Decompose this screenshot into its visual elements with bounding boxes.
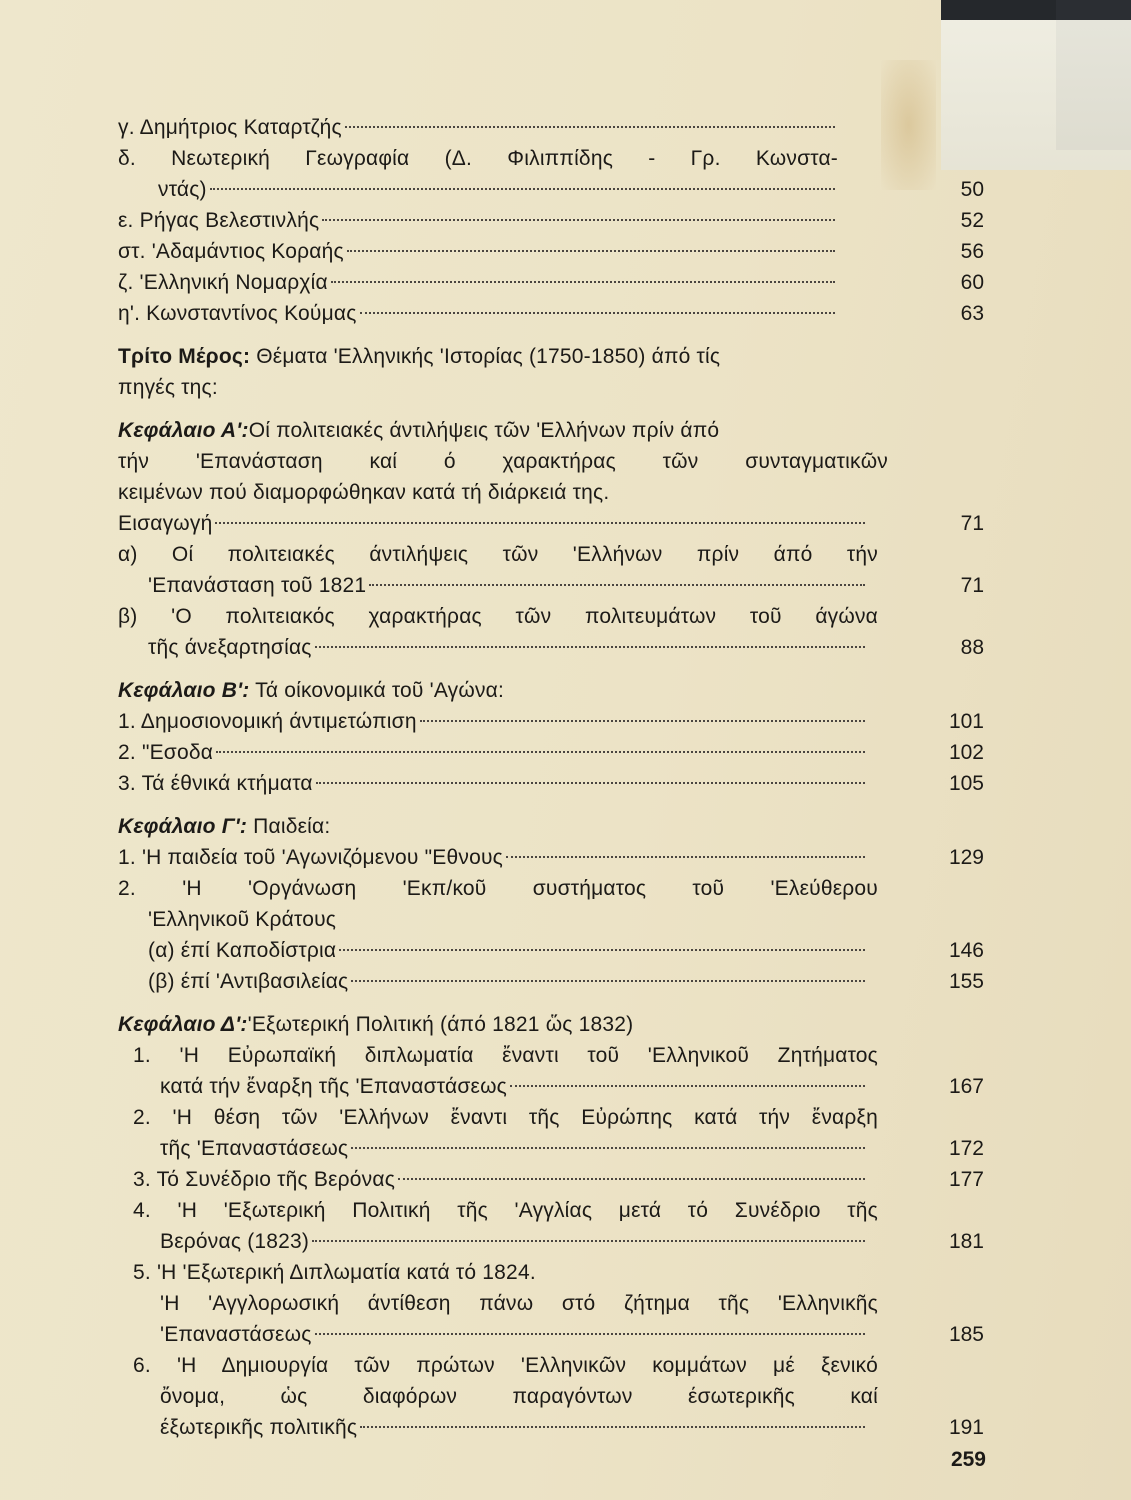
- toc-entry: ε. Ρήγας Βελεστινλής: [118, 206, 838, 236]
- toc-entry: 1. 'Η Εὐρωπαϊκή διπλωματία ἔναντι τοῦ 'Ελληνικοῦ Ζητήματος: [133, 1044, 878, 1067]
- page-number: 60: [960, 271, 984, 294]
- toc-entry: 3. Τά έθνικά κτήματα: [118, 769, 868, 799]
- toc-entry: 2. "Εσοδα: [118, 738, 868, 768]
- page-number: 63: [960, 302, 984, 325]
- toc-entry: (α) έπί Καποδίστρια: [148, 936, 868, 966]
- paper-stain: [881, 60, 936, 190]
- toc-entry: Βερόνας (1823): [160, 1227, 868, 1257]
- chapter-heading: Κεφάλαιο Δ':'Εξωτερική Πολιτική (άπό 1821 ὥς 1832): [118, 1013, 634, 1036]
- toc-entry: στ. 'Αδαμάντιος Κοραής: [118, 237, 838, 267]
- toc-entry: 2. 'Η θέση τῶν 'Ελλήνων ἔναντι τῆς Εὐρώπης κατά τήν ἔναρξη: [133, 1106, 878, 1129]
- page-number: 71: [960, 512, 984, 535]
- chapter-heading-cont: κειμένων πού διαμορφώθηκαν κατά τή διάρκειά της.: [118, 481, 610, 504]
- toc-entry: 'Ελληνικοῦ Κράτους: [148, 908, 337, 931]
- chapter-heading: Κεφάλαιο Γ': Παιδεία:: [118, 815, 331, 838]
- page-number: 105: [948, 772, 984, 795]
- page-number: 101: [948, 710, 984, 733]
- chapter-heading-cont: τήν 'Επανάσταση καί ό χαρακτήρας τῶν συνταγματικῶν: [118, 450, 888, 473]
- page-number: 52: [960, 209, 984, 232]
- toc-entry: 4. 'Η 'Εξωτερική Πολιτική τῆς 'Αγγλίας μετά τό Συνέδριο τῆς: [133, 1199, 878, 1222]
- toc-entry: κατά τήν ἔναρξη τῆς 'Επαναστάσεως: [160, 1072, 868, 1102]
- page-number: 56: [960, 240, 984, 263]
- toc-entry: τῆς άνεξαρτησίας: [148, 633, 868, 663]
- page-number: 167: [948, 1075, 984, 1098]
- toc-entry: ντάς): [158, 175, 838, 205]
- toc-entry: α) Οί πολιτειακές άντιλήψεις τῶν 'Ελλήνων πρίν άπό τήν: [118, 543, 878, 566]
- toc-entry: 'Επανάσταση τοῦ 1821: [148, 571, 868, 601]
- folio-page-number: 259: [950, 1448, 986, 1471]
- part-heading-cont: πηγές της:: [118, 376, 218, 399]
- toc-entry: τῆς 'Επαναστάσεως: [160, 1134, 868, 1164]
- toc-entry: ζ. 'Ελληνική Νομαρχία: [118, 268, 838, 298]
- page-number: 177: [948, 1168, 984, 1191]
- page-number: 172: [948, 1137, 984, 1160]
- page-number: 129: [948, 846, 984, 869]
- page-number: 146: [948, 939, 984, 962]
- tape-strip: [941, 20, 1131, 170]
- toc-entry: 'Η 'Αγγλορωσική άντίθεση πάνω στό ζήτημα τῆς 'Ελληνικῆς: [160, 1292, 878, 1315]
- chapter-heading: Κεφάλαιο Β': Τά οίκονομικά τοῦ 'Αγώνα:: [118, 679, 505, 702]
- chapter-heading: Κεφάλαιο Α':Οί πολιτειακές άντιλήψεις τῶν 'Ελλήνων πρίν άπό: [118, 419, 720, 442]
- toc-entry: 'Επαναστάσεως: [160, 1320, 868, 1350]
- page-number: 102: [948, 741, 984, 764]
- page-number: 71: [960, 574, 984, 597]
- toc-entry: 1. 'Η παιδεία τοῦ 'Αγωνιζόμενου "Εθνους: [118, 843, 868, 873]
- page-number: 181: [948, 1230, 984, 1253]
- toc-entry: Εισαγωγή: [118, 509, 868, 539]
- page-number: 185: [948, 1323, 984, 1346]
- toc-entry: β) 'Ο πολιτειακός χαρακτήρας τῶν πολιτευμάτων τοῦ άγώνα: [118, 605, 878, 628]
- toc-entry: 6. 'Η Δημιουργία τῶν πρώτων 'Ελληνικῶν κομμάτων μέ ξενικό: [133, 1354, 878, 1377]
- toc-entry: 2. 'Η 'Οργάνωση 'Εκπ/κοῦ συστήματος τοῦ 'Ελεύθερου: [118, 877, 878, 900]
- part-heading: Τρίτο Μέρος: Θέματα 'Ελληνικής 'Ιστορίας (1750-1850) άπό τίς: [118, 345, 721, 368]
- page-number: 50: [960, 178, 984, 201]
- toc-entry: δ. Νεωτερική Γεωγραφία (Δ. Φιλιππίδης - Γρ. Κωνστα-: [118, 147, 838, 170]
- toc-entry: 1. Δημοσιονομική άντιμετώπιση: [118, 707, 868, 737]
- toc-entry: 5. 'Η 'Εξωτερική Διπλωματία κατά τό 1824.: [133, 1261, 536, 1284]
- toc-entry: έξωτερικῆς πολιτικῆς: [160, 1413, 868, 1443]
- toc-entry: 3. Τό Συνέδριο τῆς Βερόνας: [133, 1165, 868, 1195]
- toc-entry: ὄνομα, ὡς διαφόρων παραγόντων έσωτερικῆς καί: [160, 1385, 878, 1408]
- page-number: 88: [960, 636, 984, 659]
- toc-entry: γ. Δημήτριος Καταρτζής: [118, 113, 838, 143]
- toc-entry: (β) έπί 'Αντιβασιλείας: [148, 967, 868, 997]
- page-number: 191: [948, 1416, 984, 1439]
- toc-entry: η'. Κωνσταντίνος Κούμας: [118, 299, 838, 329]
- page-number: 155: [948, 970, 984, 993]
